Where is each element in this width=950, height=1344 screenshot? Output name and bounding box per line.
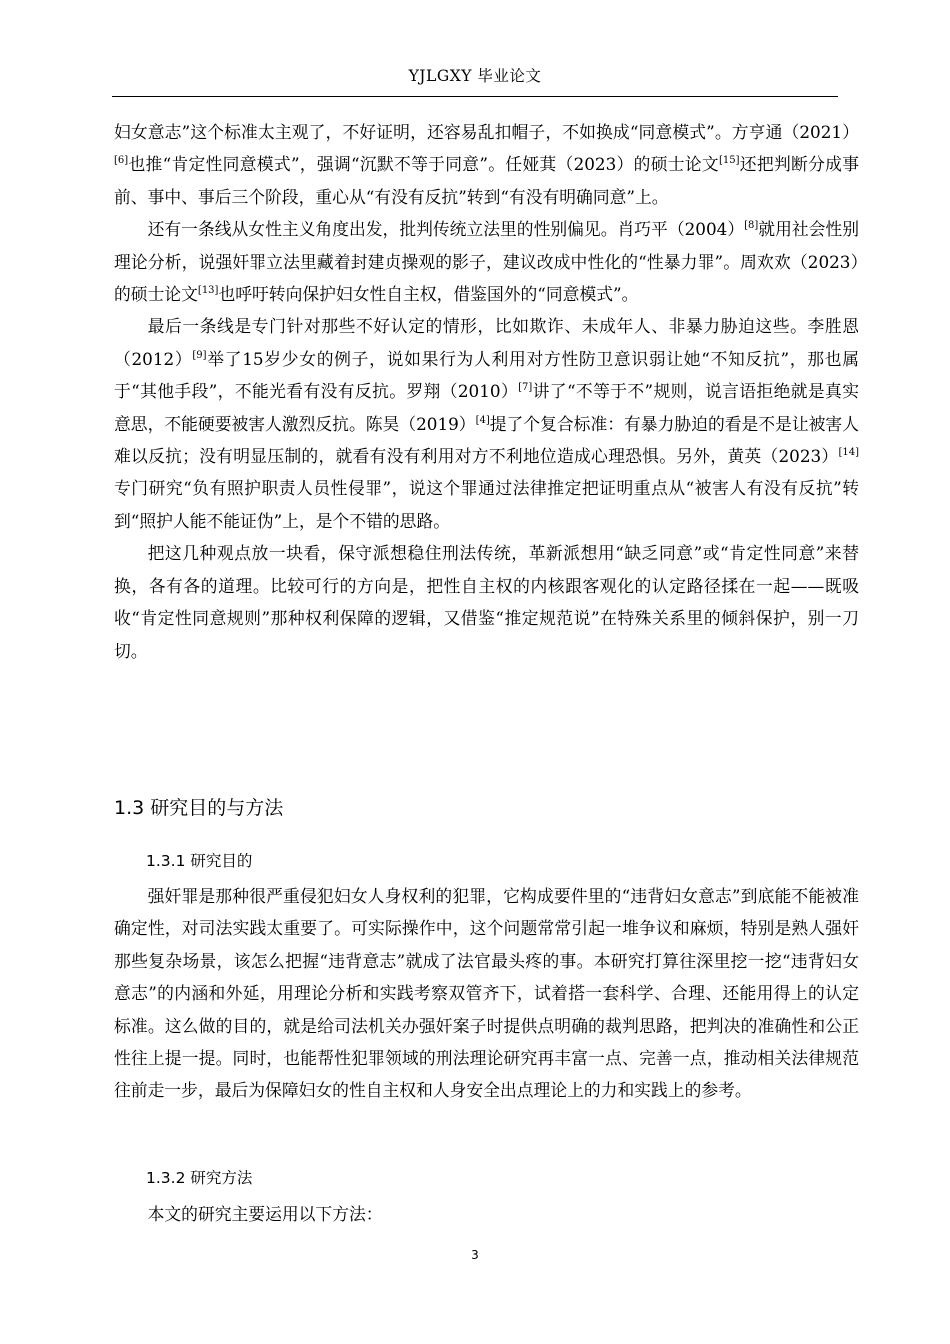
paragraph-2-text-a: 还有一条线从女性主义角度出发，批判传统立法里的性别偏见。肖巧平（2004）: [147, 219, 745, 240]
citation-ref: [14]: [838, 447, 859, 459]
citation-ref: [13]: [197, 285, 219, 297]
literature-review-body: [114, 116, 859, 667]
subsection-heading-1-3-1: 1.3.1 研究目的: [146, 852, 253, 870]
paragraph-3-text-e: 专门研究“负有照护职责人员性侵罪”，说这个罪通过法律推定把证明重点从“被害人有没有反抗”转到“照护人能不能证伪”上，是个不错的思路。: [114, 478, 859, 531]
paragraph-3-text-d: 提了个复合标准：有暴力胁迫的看是不是让被害人难以反抗；没有明显压制的，就看有没有利用对方不利地位造成心理恐惧。另外，黄英（2023）: [114, 413, 859, 467]
research-purpose-paragraph: 强奸罪是那种很严重侵犯妇女人身权利的犯罪，它构成要件里的“违背妇女意志”到底能不能被准确定性，对司法实践太重要了。可实际操作中，这个问题常常引起一堆争议和麻烦，特别是熟人强奸那些复杂场景，该怎么把握“违背意志”就成了法官最头疼的事。本研究打算往深里挖一挖“违背妇女意志”的内涵和外延，用理论分析和实践考察双管齐下，试着搭一套科学、合理、还能用得上的认定标准。这么做的目的，就是给司法机关办强奸案子时提供点明确的裁判思路，把判决的准确性和公正性往上提一提。同时，也能帮性犯罪领域的刑法理论研究再丰富一点、完善一点，推动相关法律规范往前走一步，最后为保障妇女的性自主权和人身安全出点理论上的力和实践上的参考。: [114, 886, 859, 1101]
paragraph-4: 把这几种观点放一块看，保守派想稳住刑法传统，革新派想用“缺乏同意”或“肯定性同意”来替换，各有各的道理。比较可行的方向是，把性自主权的内核跟客观化的认定路径揉在一起——既吸收“肯定性同意规则”那种权利保障的逻辑，又借鉴“推定规范说”在特殊关系里的倾斜保护，别一刀切。: [114, 543, 859, 661]
paragraph-3-text-b: 举了15岁少女的例子，说如果行为人利用对方性防卫意识弱让她“不知反抗”，那也属于“其他手段”，不能光看有没有反抗。罗翔（2010）: [114, 348, 859, 402]
paragraph-1-text-c: 还把判断分成事前、事中、事后三个阶段，重心从“有没有反抗”转到“有没有明确同意”上。: [114, 154, 859, 207]
subsection-heading-1-3-2: 1.3.2 研究方法: [146, 1169, 253, 1187]
paragraph-3: [114, 310, 859, 537]
paragraph-1: [114, 116, 859, 213]
paragraph-1-text-b: 也推“肯定性同意模式”，强调“沉默不等于同意”。任娅萁（2023）的硕士论文: [128, 154, 719, 175]
section-heading-1-3: 1.3 研究目的与方法: [114, 797, 284, 819]
citation-ref: [8]: [744, 220, 759, 232]
paragraph-2-text-b: 就用社会性别理论分析，说强奸罪立法里藏着封建贞操观的影子，建议改成中性化的“性暴力罪”。周欢欢（2023）的硕士论文: [114, 219, 859, 305]
paragraph-3-text-c: 讲了“不等于不”规则，说言语拒绝就是真实意思，不能硬要被害人激烈反抗。陈昊（2019）: [114, 381, 859, 434]
paragraph-2-text-c: 也呼吁转向保护妇女性自主权，借鉴国外的“同意模式”。: [218, 284, 639, 305]
paragraph-1-text-a: 妇女意志”这个标准太主观了，不好证明，还容易乱扣帽子，不如换成“同意模式”。方亨通（2021）: [114, 122, 859, 142]
header-rule: [112, 96, 838, 97]
citation-ref: [4]: [475, 414, 490, 426]
research-method-body: [114, 1198, 859, 1230]
paragraph-2: [114, 213, 859, 310]
running-header: YJLGXY 毕业论文: [408, 67, 542, 85]
citation-ref: [15]: [718, 155, 740, 167]
citation-ref: [9]: [192, 349, 207, 361]
research-method-paragraph: 本文的研究主要运用以下方法：: [147, 1204, 383, 1224]
research-purpose-body: [114, 880, 859, 1107]
citation-ref: [6]: [114, 155, 129, 167]
citation-ref: [7]: [518, 382, 533, 394]
page-number: 3: [471, 1248, 479, 1262]
paragraph-3-text-a: 最后一条线是专门针对那些不好认定的情形，比如欺诈、未成年人、非暴力胁迫这些。李胜恩（2012）: [114, 316, 859, 369]
